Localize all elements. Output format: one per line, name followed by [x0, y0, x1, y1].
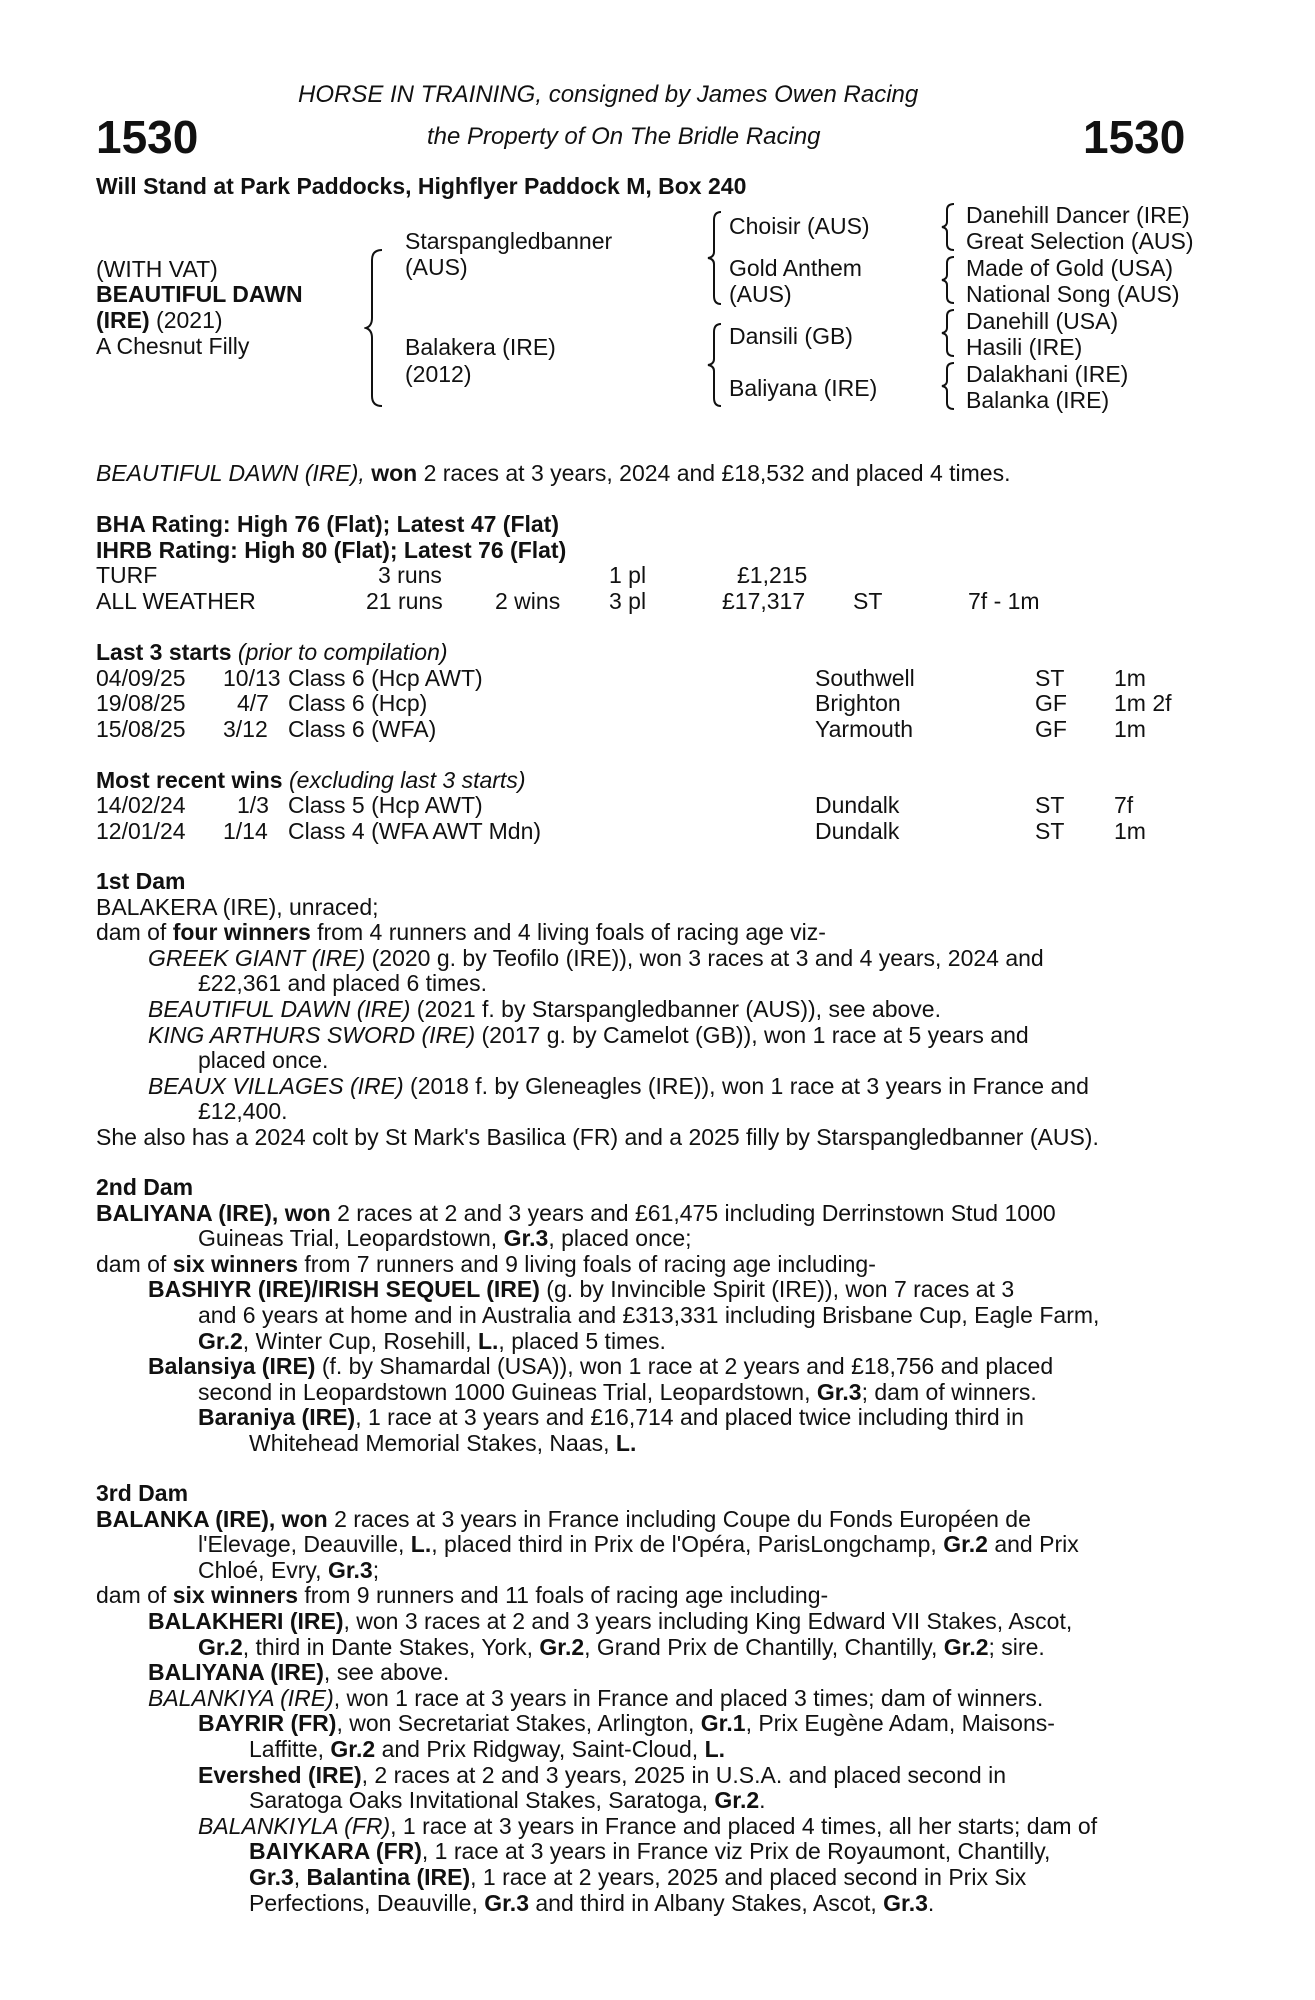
sire-dam-origin: (AUS) [729, 281, 792, 307]
dam-line: She also has a 2024 colt by St Mark's Basilica (FR) and a 2025 filly by Starspangledbanner (AUS). [96, 1123, 1099, 1150]
row-dist: 1m [1114, 716, 1146, 742]
record-distance: 7f - 1m [968, 588, 1040, 614]
row-class: Class 6 (Hcp) [288, 690, 428, 716]
record-surface: ALL WEATHER [96, 588, 256, 614]
brace-main [364, 248, 386, 408]
progeny-line: BAYRIR (FR), won Secretariat Stakes, Arlington, Gr.1, Prix Eugène Adam, Maisons- [198, 1710, 1055, 1737]
progeny-line: Whitehead Memorial Stakes, Naas, L. [249, 1429, 637, 1456]
progeny-line: £22,361 and placed 6 times. [198, 970, 487, 997]
row-date: 14/02/24 [96, 792, 186, 818]
row-course: Dundalk [815, 818, 900, 844]
row-dist: 1m 2f [1114, 690, 1172, 716]
row-dist: 7f [1114, 792, 1134, 818]
row-class: Class 5 (Hcp AWT) [288, 792, 483, 818]
progeny-line: BEAUTIFUL DAWN (IRE) (2021 f. by Starspangledbanner (AUS)), see above. [148, 995, 941, 1022]
record-wins: 2 wins [495, 588, 561, 614]
progeny-line: BALANKIYA (IRE), won 1 race at 3 years in France and placed 3 times; dam of winners. [148, 1684, 1044, 1711]
dam-line: dam of four winners from 4 runners and 4 living foals of racing age viz- [96, 919, 826, 946]
brace-g2 [940, 255, 956, 305]
row-pos: 10/13 [223, 665, 281, 691]
dam-dam: Baliyana (IRE) [729, 375, 878, 401]
row-course: Southwell [815, 665, 915, 691]
record-placed: 3 pl [609, 588, 647, 614]
dam-line: BALANKA (IRE), won 2 races at 3 years in France including Coupe du Fonds Européen de [96, 1505, 1031, 1532]
vat-note: (WITH VAT) [96, 256, 218, 282]
progeny-line: Evershed (IRE), 2 races at 2 and 3 years, 2025 in U.S.A. and placed second in [198, 1761, 1007, 1788]
progeny-line: Laffitte, Gr.2 and Prix Ridgway, Saint-Cloud, L. [249, 1735, 726, 1762]
gp-7: Dalakhani (IRE) [966, 361, 1129, 387]
dam-line: dam of six winners from 9 runners and 11 foals of racing age including- [96, 1582, 829, 1609]
progeny-line: KING ARTHURS SWORD (IRE) (2017 g. by Camelot (GB)), won 1 race at 5 years and [148, 1021, 1029, 1048]
progeny-line: GREEK GIANT (IRE) (2020 g. by Teofilo (IRE)), won 3 races at 3 and 4 years, 2024 and [148, 944, 1044, 971]
row-class: Class 4 (WFA AWT Mdn) [288, 818, 542, 844]
record-placed: 1 pl [609, 562, 647, 588]
ihrb-rating: IHRB Rating: High 80 (Flat); Latest 76 (Flat) [96, 537, 567, 563]
horse-origin-year: (IRE) (2021) [96, 307, 223, 333]
section-heading: 1st Dam [96, 868, 186, 894]
dam-line: dam of six winners from 7 runners and 9 living foals of racing age including- [96, 1250, 876, 1277]
record-runs: 3 runs [378, 562, 442, 588]
record-surface: TURF [96, 562, 158, 588]
row-dist: 1m [1114, 665, 1146, 691]
record-going: ST [853, 588, 883, 614]
record-runs: 21 runs [366, 588, 443, 614]
gp-8: Balanka (IRE) [966, 387, 1110, 413]
row-class: Class 6 (WFA) [288, 716, 437, 742]
gp-1: Danehill Dancer (IRE) [966, 202, 1190, 228]
stand-location: Will Stand at Park Paddocks, Highflyer Paddock M, Box 240 [96, 173, 747, 199]
dam-line: Chloé, Evry, Gr.3; [198, 1556, 380, 1583]
row-date: 19/08/25 [96, 690, 186, 716]
progeny-line: Perfections, Deauville, Gr.3 and third in Albany Stakes, Ascot, Gr.3. [249, 1889, 935, 1916]
progeny-line: Baraniya (IRE), 1 race at 3 years and £16,714 and placed twice including third in [198, 1404, 1024, 1431]
lot-number-right: 1530 [1083, 111, 1186, 163]
progeny-line: BALAKHERI (IRE), won 3 races at 2 and 3 years including King Edward VII Stakes, Ascot, [148, 1607, 1073, 1634]
progeny-line: Gr.3, Balantina (IRE), 1 race at 2 years, 2025 and placed second in Prix Six [249, 1863, 1027, 1890]
progeny-line: placed once. [198, 1047, 329, 1074]
section-heading: 2nd Dam [96, 1174, 194, 1200]
progeny-line: Saratoga Oaks Invitational Stakes, Saratoga, Gr.2. [249, 1787, 766, 1814]
progeny-line: and 6 years at home and in Australia and £313,331 including Brisbane Cup, Eagle Farm, [198, 1301, 1100, 1328]
recent-wins-heading: Most recent wins (excluding last 3 starts) [96, 767, 526, 793]
progeny-line: Gr.2, Winter Cup, Rosehill, L., placed 5 times. [198, 1327, 666, 1354]
row-course: Brighton [815, 690, 901, 716]
horse-name: BEAUTIFUL DAWN [96, 281, 303, 307]
row-pos: 1/14 [223, 818, 268, 844]
progeny-line: £12,400. [198, 1098, 288, 1125]
dam-line: BALIYANA (IRE), won 2 races at 2 and 3 years and £61,475 including Derrinstown Stud 1000 [96, 1199, 1056, 1226]
progeny-line: BAIYKARA (FR), 1 race at 3 years in France viz Prix de Royaumont, Chantilly, [249, 1838, 1051, 1865]
sire-sire: Choisir (AUS) [729, 213, 870, 239]
brace-dam [706, 322, 724, 408]
header-property: the Property of On The Bridle Racing [427, 123, 821, 150]
horse-description: A Chesnut Filly [96, 333, 250, 359]
progeny-line: BALIYANA (IRE), see above. [148, 1659, 450, 1686]
row-going: ST [1035, 665, 1065, 691]
progeny-line: BASHIYR (IRE)/IRISH SEQUEL (IRE) (g. by Invincible Spirit (IRE)), won 7 races at 3 [148, 1276, 1015, 1303]
progeny-line: BEAUX VILLAGES (IRE) (2018 f. by Gleneagles (IRE)), won 1 race at 3 years in France and [148, 1072, 1089, 1099]
row-going: GF [1035, 690, 1067, 716]
section-heading: 3rd Dam [96, 1480, 189, 1506]
row-date: 04/09/25 [96, 665, 186, 691]
progeny-line: second in Leopardstown 1000 Guineas Trial, Leopardstown, Gr.3; dam of winners. [198, 1378, 1037, 1405]
second-dam-section [96, 1175, 1099, 1457]
row-dist: 1m [1114, 818, 1146, 844]
row-going: ST [1035, 792, 1065, 818]
row-course: Yarmouth [815, 716, 914, 742]
brace-g3 [940, 308, 956, 358]
row-class: Class 6 (Hcp AWT) [288, 665, 483, 691]
first-dam-section [96, 869, 1099, 1151]
row-date: 12/01/24 [96, 818, 186, 844]
brace-g1 [940, 202, 956, 252]
row-date: 15/08/25 [96, 716, 186, 742]
header-consignor: HORSE IN TRAINING, consigned by James Owen Racing [298, 81, 919, 108]
sire-dam: Gold Anthem [729, 255, 862, 281]
progeny-line: Balansiya (IRE) (f. by Shamardal (USA)), won 1 race at 2 years and £18,756 and placed [148, 1353, 1054, 1380]
progeny-line: BALANKIYLA (FR), 1 race at 3 years in France and placed 4 times, all her starts; dam of [198, 1812, 1098, 1839]
sire-name: Starspangledbanner [405, 228, 613, 254]
gp-6: Hasili (IRE) [966, 334, 1083, 360]
row-pos: 3/12 [223, 716, 268, 742]
gp-4: National Song (AUS) [966, 281, 1180, 307]
dam-line: l'Elevage, Deauville, L., placed third in Prix de l'Opéra, ParisLongchamp, Gr.2 and Prix [198, 1531, 1079, 1558]
brace-sire [706, 210, 724, 306]
bha-rating: BHA Rating: High 76 (Flat); Latest 47 (Flat) [96, 511, 559, 537]
dam-year: (2012) [405, 361, 472, 387]
sire-origin: (AUS) [405, 254, 468, 280]
lot-number-left: 1530 [96, 111, 199, 163]
row-course: Dundalk [815, 792, 900, 818]
race-summary: BEAUTIFUL DAWN (IRE), won 2 races at 3 years, 2024 and £18,532 and placed 4 times. [96, 460, 1011, 486]
row-going: GF [1035, 716, 1067, 742]
dam-line: BALAKERA (IRE), unraced; [96, 893, 379, 920]
record-prize: £1,215 [737, 562, 808, 588]
row-going: ST [1035, 818, 1065, 844]
row-pos: 1/3 [237, 792, 269, 818]
gp-3: Made of Gold (USA) [966, 255, 1174, 281]
gp-5: Danehill (USA) [966, 308, 1119, 334]
dam-name: Balakera (IRE) [405, 334, 556, 360]
record-prize: £17,317 [722, 588, 806, 614]
progeny-line: Gr.2, third in Dante Stakes, York, Gr.2, Grand Prix de Chantilly, Chantilly, Gr.2; sire. [198, 1633, 1045, 1660]
row-pos: 4/7 [237, 690, 269, 716]
gp-2: Great Selection (AUS) [966, 228, 1194, 254]
last3-heading: Last 3 starts (prior to compilation) [96, 639, 448, 665]
brace-g4 [940, 361, 956, 411]
dam-line: Guineas Trial, Leopardstown, Gr.3, placed once; [198, 1225, 692, 1252]
dam-sire: Dansili (GB) [729, 323, 853, 349]
third-dam-section [96, 1481, 1097, 1916]
